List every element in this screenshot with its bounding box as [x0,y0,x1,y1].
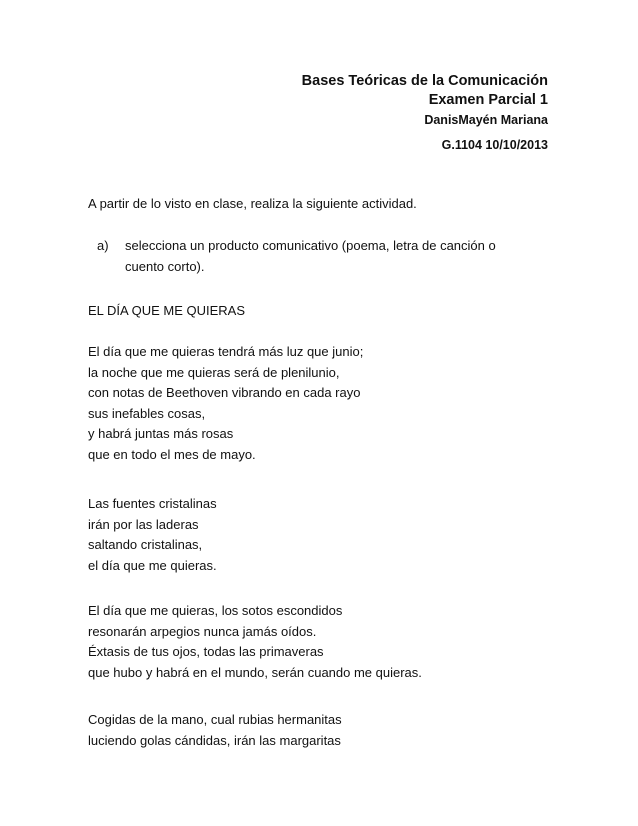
instruction-text: A partir de lo visto en clase, realiza la siguiente actividad. [88,196,417,211]
list-marker: a) [97,238,109,253]
poem-line: Las fuentes cristalinas [88,496,217,511]
list-item [97,236,537,277]
stanza-3 [88,601,422,683]
stanza-2 [88,494,217,576]
poem-line: saltando cristalinas, [88,537,203,553]
poem-line: resonarán arpegios nunca jamás oídos. [88,623,317,639]
poem-line: irán por las laderas [88,516,199,532]
poem-line: luciendo golas cándidas, irán las margaritas [88,732,341,748]
poem-line: el día que me quieras. [88,557,217,573]
exam-title: Examen Parcial 1 [428,92,548,108]
poem-line: El día que me quieras tendrá más luz que junio; [88,344,364,359]
poem-line: y habrá juntas más rosas [88,426,234,442]
poem-line: con notas de Beethoven vibrando en cada rayo [88,385,361,401]
stanza-4 [88,710,342,751]
group-and-date: G.1104 10/10/2013 [441,138,548,152]
poem-line: sus inefables cosas, [88,405,206,421]
poem-line: que hubo y habrá en el mundo, serán cuando me quieras. [88,664,422,680]
list-item-text: selecciona un producto comunicativo (poema, letra de canción o cuento corto). [125,238,496,274]
course-title: Bases Teóricas de la Comunicación [301,73,548,89]
stanza-1 [88,342,363,466]
poem-line: Cogidas de la mano, cual rubias hermanitas [88,712,342,727]
student-name: DanisMayén Mariana [424,113,548,127]
poem-line: la noche que me quieras será de plenilunio, [88,364,340,380]
poem-line: El día que me quieras, los sotos escondidos [88,603,343,618]
poem-line: Éxtasis de tus ojos, todas las primaveras [88,644,324,660]
poem-line: que en todo el mes de mayo. [88,446,256,462]
poem-title: EL DÍA QUE ME QUIERAS [88,303,246,318]
document-header [302,72,548,154]
